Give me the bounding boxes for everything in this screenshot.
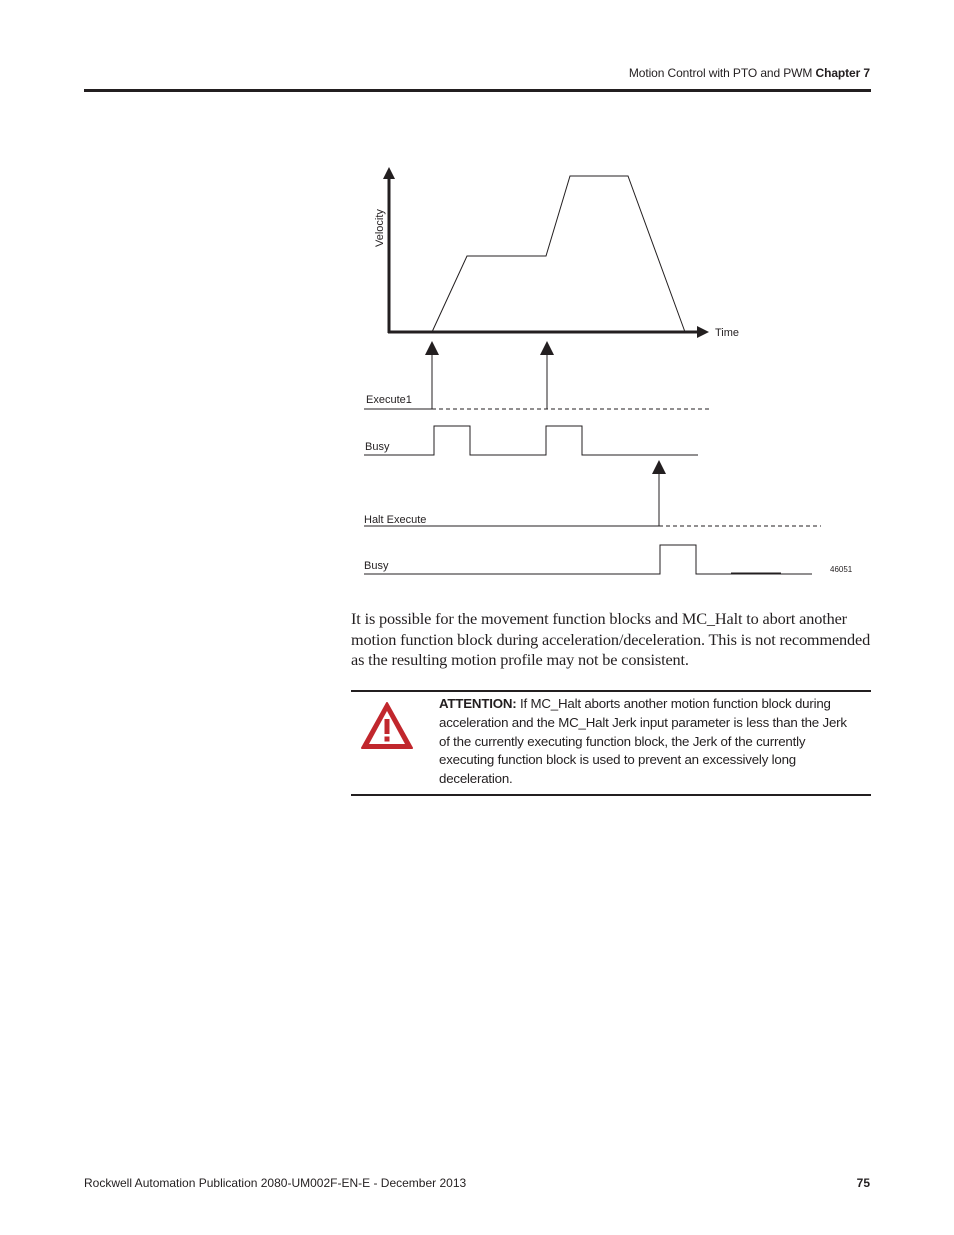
page-number: 75 <box>856 1176 870 1190</box>
attention-body: If MC_Halt aborts another motion function block during acceleration and the MC_Halt Jerk input parameter is less than the Jerk of the currently executing function block, the Jerk of the currently executing function block is used to prevent an excessively long deceleration. <box>439 696 847 787</box>
attention-label: ATTENTION: <box>439 696 517 711</box>
busy-signal-2 <box>364 545 812 574</box>
halt-trigger-arrow-icon <box>652 460 666 474</box>
busy-label-1: Busy <box>365 441 390 453</box>
halt-execute-label: Halt Execute <box>364 514 427 526</box>
velocity-axis-arrow-icon <box>383 167 395 179</box>
velocity-label: Velocity <box>374 209 386 247</box>
execute-trigger-arrow-icon-1 <box>425 341 439 355</box>
time-label: Time <box>715 327 740 339</box>
footer-publication: Rockwell Automation Publication 2080-UM002F-EN-E - December 2013 <box>84 1176 467 1190</box>
execute-label: Execute1 <box>366 394 412 406</box>
figure-id: 46051 <box>830 565 853 574</box>
velocity-profile <box>432 176 685 332</box>
attention-text <box>439 695 859 789</box>
busy-signal-1 <box>364 426 698 455</box>
motion-timing-diagram <box>0 0 954 600</box>
header-chapter: Chapter 7 <box>815 66 870 80</box>
time-axis-arrow-icon <box>697 326 709 338</box>
execute-trigger-arrow-icon-2 <box>540 341 554 355</box>
warning-triangle-icon <box>360 701 414 751</box>
attention-box <box>351 690 871 796</box>
header-section: Motion Control with PTO and PWM <box>628 66 813 80</box>
busy-label-2: Busy <box>364 560 389 572</box>
body-paragraph: It is possible for the movement function blocks and MC_Halt to abort another motion function block during acceleration/deceleration. This is not recommended as the resulting motion profile may not be consistent. <box>351 609 871 670</box>
